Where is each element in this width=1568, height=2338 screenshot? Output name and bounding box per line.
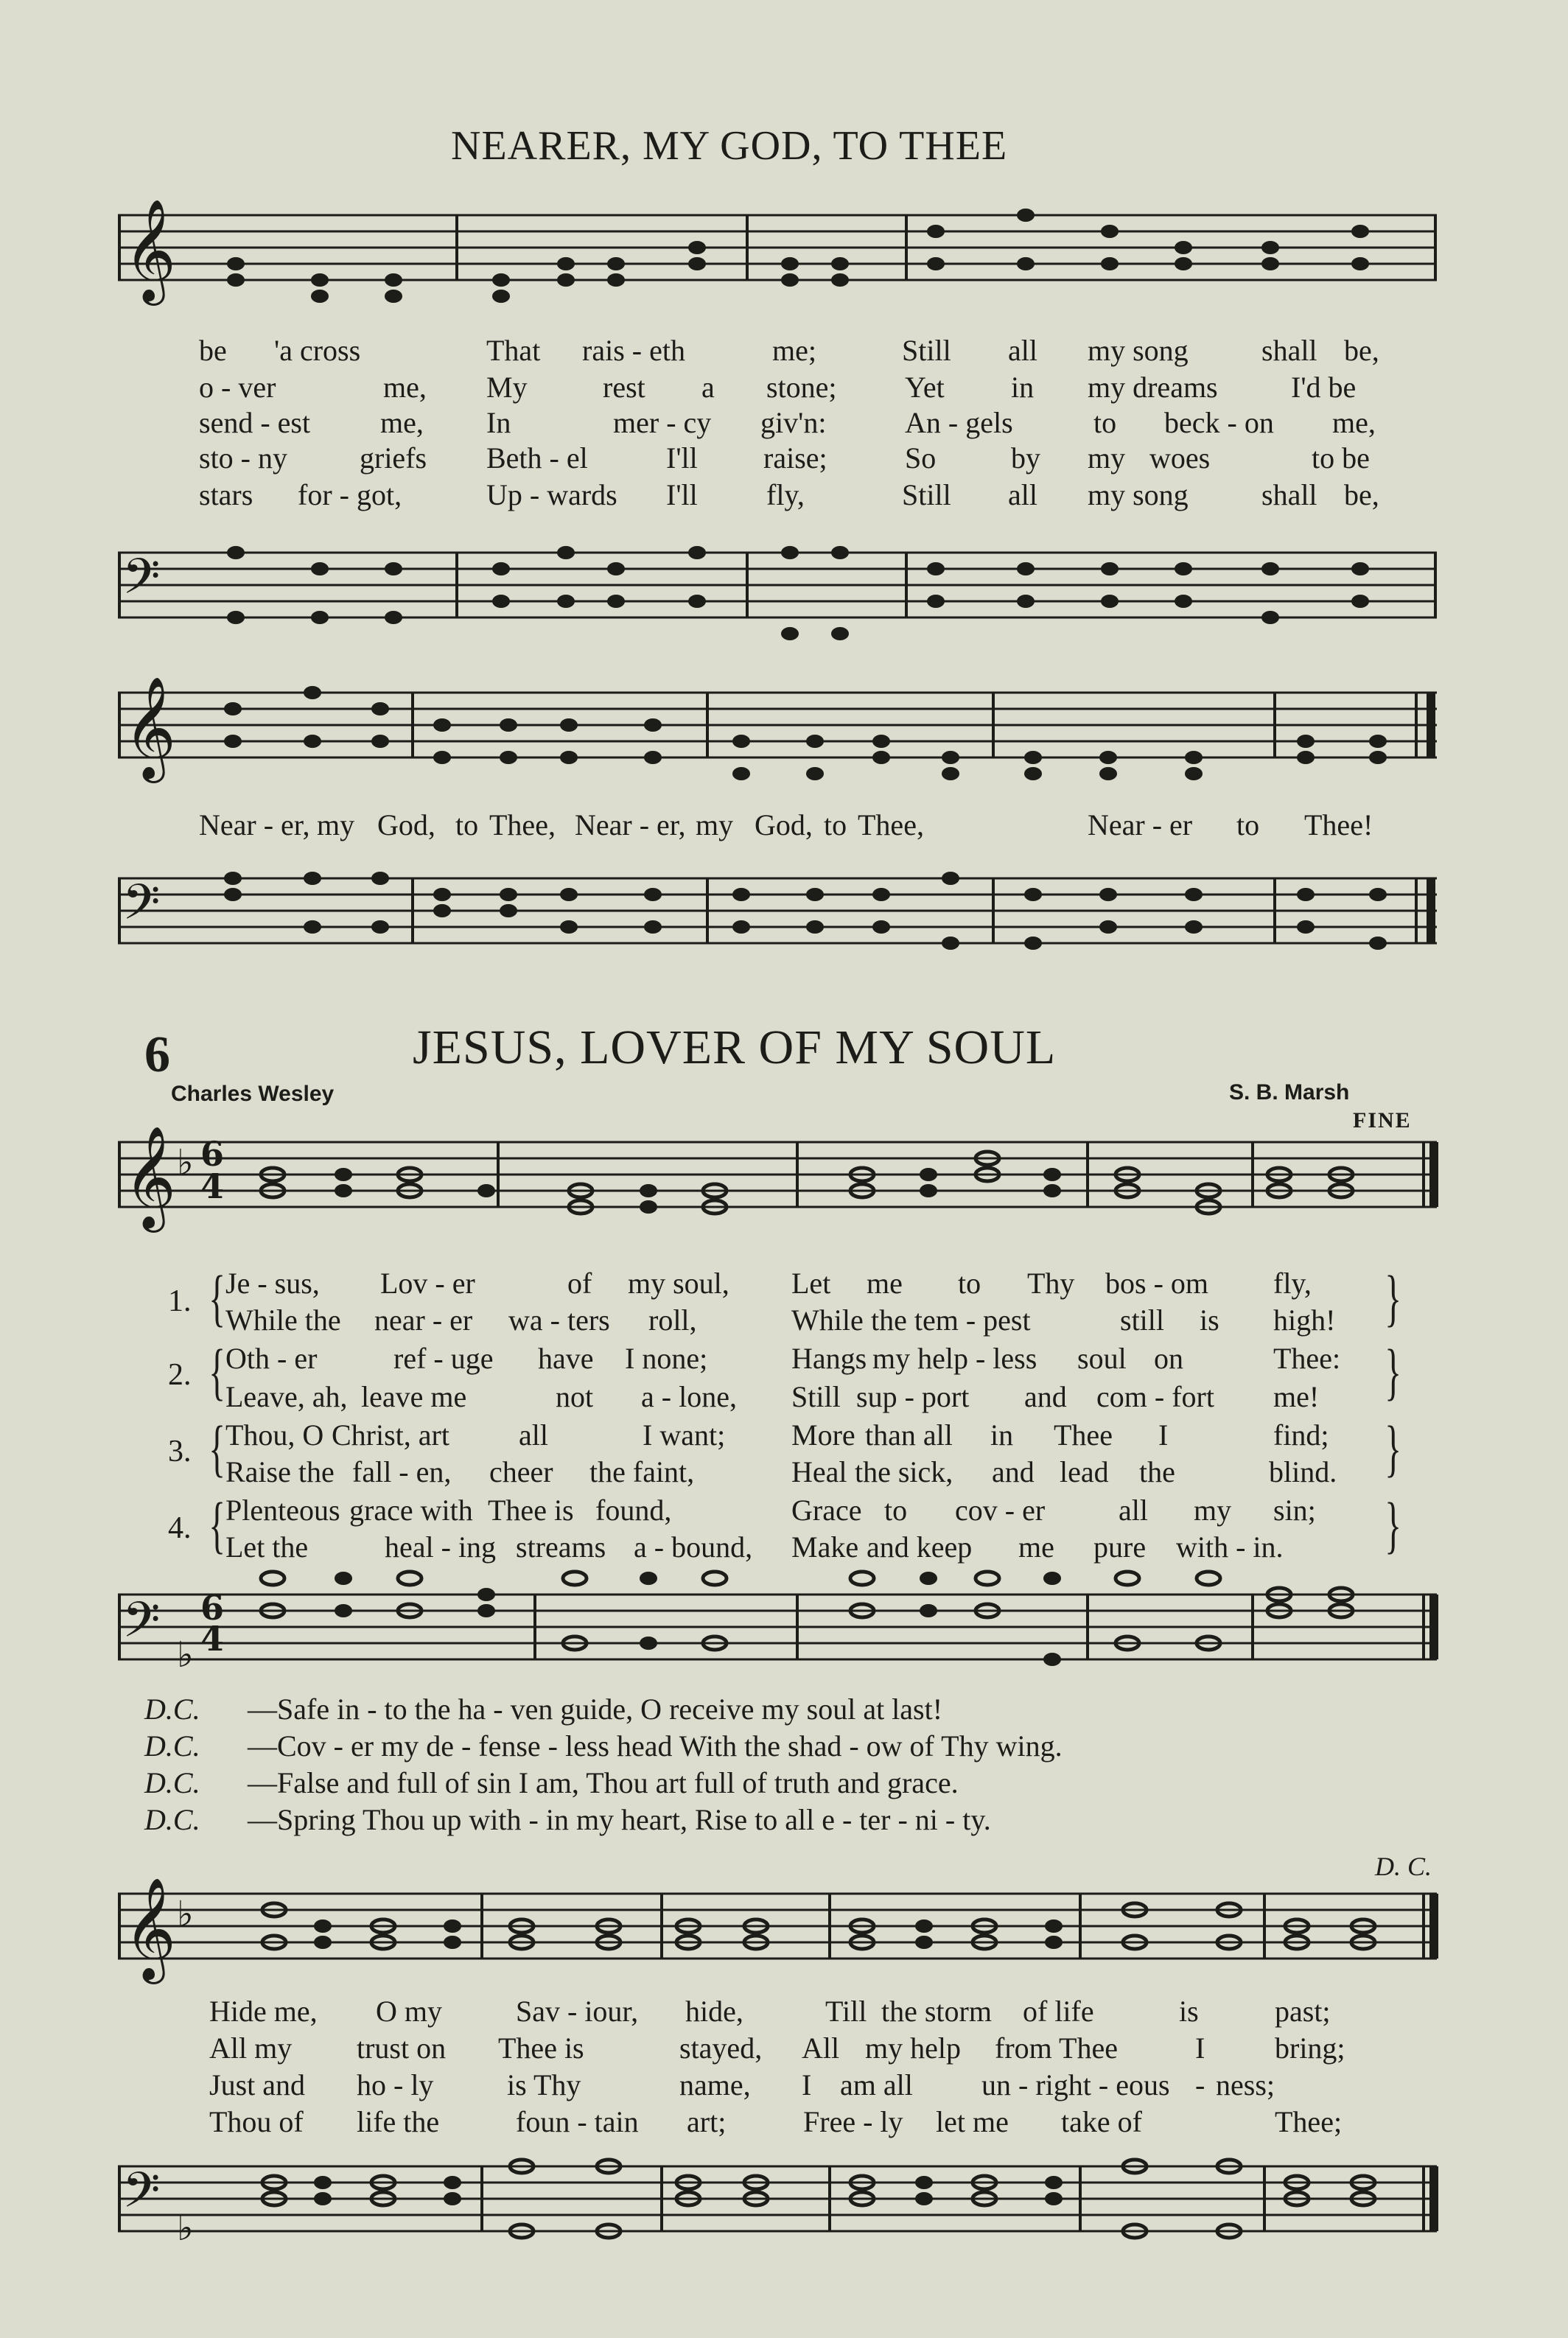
author-credit: Charles Wesley <box>171 1082 335 1106</box>
refrain-lyrics-hymn1: Near - er, my God, to Thee, Near - er, my God, to Thee, Near - er to Thee! <box>199 808 1373 841</box>
treble-staff-3 <box>118 1120 1444 1253</box>
brace-icon: { <box>209 1413 225 1483</box>
notes <box>261 1152 1353 1214</box>
lyric-line: Just and ho - ly is Thy name, I am all un - right - eous - ness; <box>209 2068 1275 2101</box>
svg-text:4: 4 <box>200 1619 225 1659</box>
lyric-line: All my trust on Thee is stayed, All my help from Thee I bring; <box>209 2031 1345 2065</box>
bass-staff-2 <box>118 847 1444 980</box>
bass-staff-4 <box>118 2137 1444 2262</box>
brace-icon: } <box>1385 1489 1401 1560</box>
lyric-line: Thou, O Christ, art all I want; More than all in Thee I find; <box>225 1418 1329 1452</box>
treble-staff-1 <box>118 193 1444 311</box>
treble-staff-4 <box>118 1872 1444 1989</box>
brace-icon: } <box>1385 1336 1401 1407</box>
lyric-line: Thou of life the foun - tain art; Free - ly let me take of Thee; <box>209 2105 1343 2138</box>
notes <box>224 686 1387 780</box>
notes <box>261 1572 1353 1666</box>
lyric-line: sto - ny griefs Beth - el I'll raise; So by my woes to be <box>199 441 1370 475</box>
lyric-line: stars for - got, Up - wards I'll fly, Still all my song shall be, <box>199 478 1379 511</box>
lyric-line: be 'a cross That rais - eth me; Still all my song shall be, <box>199 334 1379 367</box>
dc-lyric-line: D.C. —Spring Thou up with - in my heart, Rise to all e - ter - ni - ty. <box>144 1803 991 1836</box>
bass-staff-1 <box>118 520 1444 653</box>
lyric-line: While the near - er wa - ters roll, While the tem - pest still is high! <box>225 1303 1336 1337</box>
bass-staff-3 <box>118 1556 1444 1681</box>
hymn-number: 6 <box>144 1026 170 1083</box>
svg-text:𝄢: 𝄢 <box>122 2162 161 2230</box>
lyric-line: send - est me, In mer - cy giv'n: An - gels to beck - on me, <box>199 406 1376 439</box>
svg-text:4: 4 <box>200 1166 225 1206</box>
svg-text:𝄞: 𝄞 <box>124 1877 176 1980</box>
hymn-title: JESUS, LOVER OF MY SOUL <box>413 1021 1057 1074</box>
hymn-title: NEARER, MY GOD, TO THEE <box>451 123 1008 169</box>
lyric-line: Hide me, O my Sav - iour, hide, Till the storm of life is past; <box>209 1995 1331 2028</box>
brace-icon: } <box>1385 1413 1401 1483</box>
notes <box>227 209 1369 303</box>
verse-number: 4. <box>168 1511 192 1545</box>
brace-icon: { <box>209 1262 225 1333</box>
brace-icon: { <box>209 1489 225 1560</box>
svg-text:𝄢: 𝄢 <box>122 548 161 617</box>
lyric-line: Plenteous grace with Thee is found, Grace to cov - er all my sin; <box>225 1494 1316 1527</box>
svg-text:♭: ♭ <box>177 1634 194 1676</box>
composer-credit: S. B. Marsh <box>1229 1080 1350 1105</box>
svg-text:𝄞: 𝄞 <box>124 1126 176 1228</box>
svg-text:6: 6 <box>200 1588 225 1628</box>
svg-text:𝄢: 𝄢 <box>122 1592 161 1660</box>
lyric-line: Je - sus, Lov - er of my soul, Let me to Thy bos - om fly, <box>225 1267 1312 1300</box>
lyric-line: Oth - er ref - uge have I none; Hangs my help - less soul on Thee: <box>225 1342 1341 1375</box>
dc-lyric-line: D.C. —Cov - er my de - fense - less head With the shad - ow of Thy wing. <box>144 1729 1063 1763</box>
dc-mark: D. C. <box>1375 1852 1432 1881</box>
svg-text:𝄞: 𝄞 <box>124 676 176 779</box>
treble-staff-2 <box>118 663 1444 788</box>
svg-text:♭: ♭ <box>177 1894 194 1935</box>
fine-mark: FINE <box>1353 1108 1412 1133</box>
dc-lyric-line: D.C. —Safe in - to the ha - ven guide, O receive my soul at last! <box>144 1693 943 1726</box>
lyric-line: Leave, ah, leave me not a - lone, Still sup - port and com - fort me! <box>225 1380 1320 1413</box>
dc-lyric-line: D.C. —False and full of sin I am, Thou art full of truth and grace. <box>144 1766 959 1799</box>
verse-number: 3. <box>168 1435 192 1469</box>
svg-text:𝄞: 𝄞 <box>124 199 176 301</box>
svg-text:6: 6 <box>200 1134 225 1174</box>
svg-text:♭: ♭ <box>177 2208 194 2249</box>
lyric-line: o - ver me, My rest a stone; Yet in my dreams I'd be <box>199 371 1357 404</box>
verse-number: 1. <box>168 1284 192 1318</box>
lyric-line: Raise the fall - en, cheer the faint, Heal the sick, and lead the blind. <box>225 1455 1337 1488</box>
verse-number: 2. <box>168 1358 192 1392</box>
lyric-line: Let the heal - ing streams a - bound, Make and keep me pure with - in. <box>225 1530 1284 1564</box>
svg-text:𝄢: 𝄢 <box>122 874 161 942</box>
svg-text:♭: ♭ <box>177 1142 194 1183</box>
notes <box>227 546 1369 640</box>
brace-icon: { <box>209 1336 225 1407</box>
brace-icon: } <box>1385 1262 1401 1333</box>
